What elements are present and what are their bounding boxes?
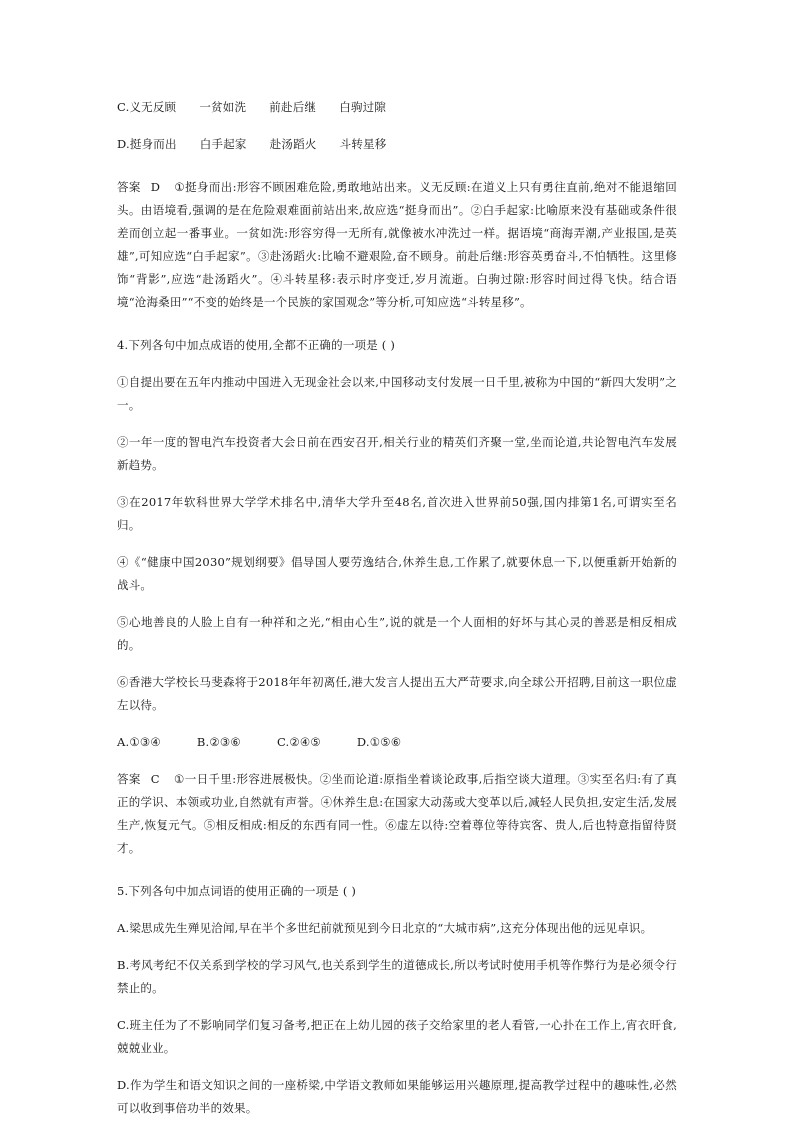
document-page (117, 96, 677, 1120)
q4-options (117, 731, 677, 754)
q4-answer (117, 768, 677, 860)
q5-option-c: C.班主任为了不影响同学们复习备考,把正在上幼儿园的孩子交给家里的老人看管,一心扑在工作上,宵衣旰食,兢兢业业。 (117, 1018, 677, 1055)
q4-item-2: ②一年一度的智电汽车投资者大会日前在西安召开,相关行业的精英们齐聚一堂,坐而论道,共论智电汽车发展新趋势。 (117, 435, 677, 472)
answer-explanation: ①挺身而出:形容不顾困难危险,勇敢地站出来。义无反顾:在道义上只有勇往直前,绝对不能退缩回头。由语境看,强调的是在危险艰难面前站出来,故应选“挺身而出”。②白手起家:比喻原来没有基础或条件很差而创立起一番事业。一贫如洗:形容穷得一无所有,就像被水冲洗过一样。据语境“商海弄潮,产业报国,是英雄”,可知应选“白手起家”。③赴汤蹈火:比喻不避艰险,奋不顾身。前赴后继:形容英勇奋斗,不怕牺牲。这里修饰“背影”,应选“赴汤蹈火”。④斗转星移:表示时序变迁,岁月流逝。白驹过隙:形容时间过得飞快。结合语境“沧海桑田”“不变的始终是一个民族的家国观念”等分析,可知应选“斗转星移”。 (117, 180, 677, 309)
q3-option-c: C.义无反顾 一贫如洗 前赴后继 白驹过隙 (117, 100, 387, 114)
answer-label: 答案 (117, 180, 141, 194)
q5-stem: 5.下列各句中加点词语的使用正确的一项是 ( ) (117, 884, 357, 898)
answer-explanation: ①一日千里:形容进展极快。②坐而论道:原指坐着谈论政事,后指空谈大道理。③实至名归:有了真正的学识、本领或功业,自然就有声誉。④休养生息:在国家大动荡或大变革以后,减轻人民负担,安定生活,发展生产,恢复元气。⑤相反相成:相反的东西有同一性。⑥虚左以待:空着尊位等待宾客、贵人,后也特意指留待贤才。 (117, 772, 677, 855)
q4-option-d: D.①⑤⑥ (356, 735, 402, 749)
q3-option-d: D.挺身而出 白手起家 赴汤蹈火 斗转星移 (117, 137, 387, 151)
answer-key: C (150, 772, 160, 786)
q5-option-d: D.作为学生和语文知识之间的一座桥梁,中学语文教师如果能够运用兴趣原理,提高教学过程中的趣味性,必然可以收到事倍功半的效果。 (117, 1078, 677, 1115)
q4-item-6: ⑥香港大学校长马斐森将于2018年年初离任,港大发言人提出五大严苛要求,向全球公开招聘,目前这一职位虚左以待。 (117, 675, 677, 712)
answer-key: D (150, 180, 161, 194)
q4-item-4: ④《“健康中国2030”规划纲要》倡导国人要劳逸结合,休养生息,工作累了,就要休息一下,以便重新开始新的战斗。 (117, 555, 677, 592)
answer-label: 答案 (117, 772, 141, 786)
q3-answer (117, 176, 677, 314)
q4-item-1: ①自提出要在五年内推动中国进入无现金社会以来,中国移动支付发展一日千里,被称为中国的“新四大发明”之一。 (117, 375, 677, 412)
q4-option-c: C.②④⑤ (276, 735, 321, 749)
q4-stem: 4.下列各句中加点成语的使用,全都不正确的一项是 ( ) (117, 338, 396, 352)
q4-item-3: ③在2017年软科世界大学学术排名中,清华大学升至48名,首次进入世界前50强,国内排第1名,可谓实至名归。 (117, 495, 677, 532)
q4-option-a: A.①③④ (117, 735, 161, 749)
q5-option-a: A.梁思成先生殚见洽闻,早在半个多世纪前就预见到今日北京的“大城市病”,这充分体现出他的远见卓识。 (117, 921, 653, 935)
q5-option-b: B.考风考纪不仅关系到学校的学习风气,也关系到学生的道德成长,所以考试时使用手机等作弊行为是必须令行禁止的。 (117, 958, 677, 995)
q4-item-5: ⑤心地善良的人脸上自有一种祥和之光,“相由心生”,说的就是一个人面相的好坏与其心灵的善恶是相反相成的。 (117, 615, 677, 652)
q4-option-b: B.②③⑥ (196, 735, 241, 749)
